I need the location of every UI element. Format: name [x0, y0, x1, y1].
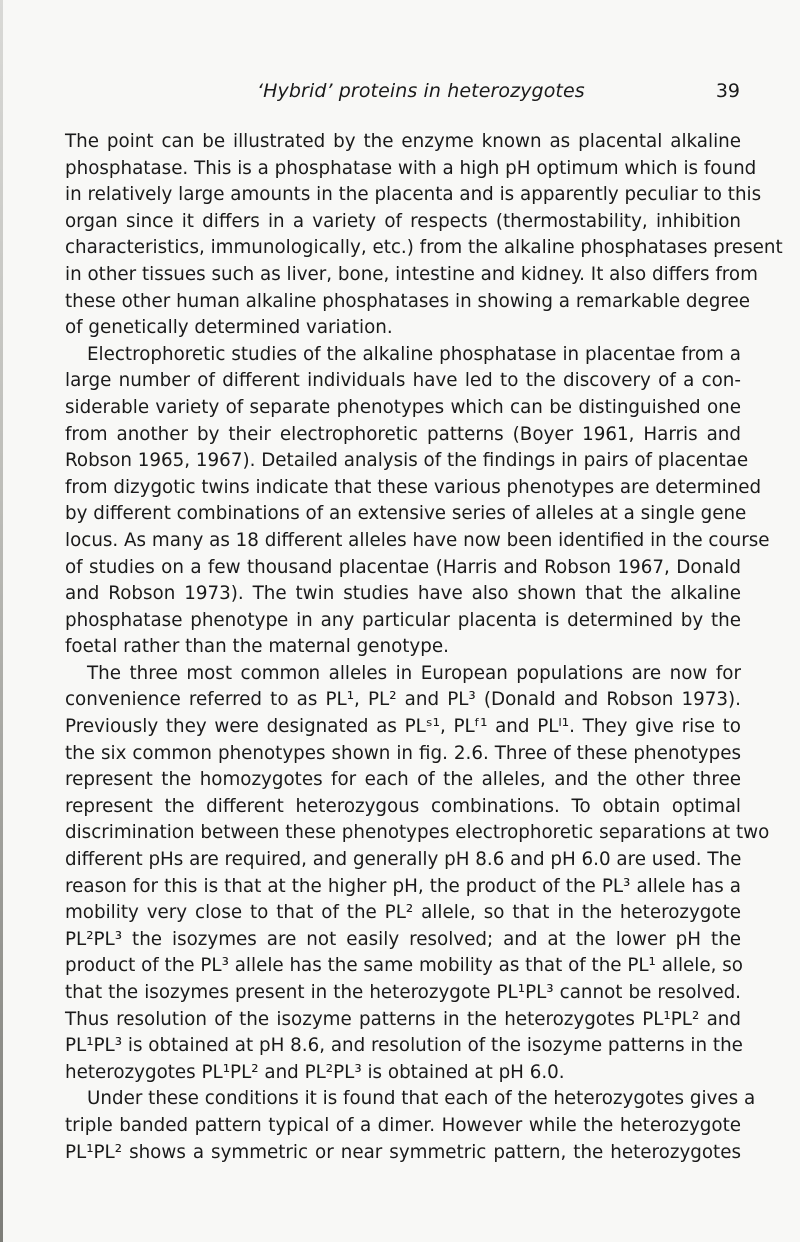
text-line: PL¹PL³ is obtained at pH 8.6, and resolution of the isozyme patterns in the	[65, 1035, 743, 1057]
text-line: The three most common alleles in European populations are now for	[87, 662, 741, 684]
text-line: heterozygotes PL¹PL² and PL²PL³ is obtained at pH 6.0.	[65, 1061, 565, 1083]
text-line: triple banded pattern typical of a dimer. However while the heterozygote	[65, 1114, 741, 1136]
text-line: Under these conditions it is found that each of the heterozygotes gives a	[87, 1088, 756, 1110]
paragraph-3	[65, 661, 770, 1087]
text-line: phosphatase phenotype in any particular placenta is determined by the	[65, 609, 741, 631]
text-line: that the isozymes present in the heterozygote PL¹PL³ cannot be resolved.	[65, 982, 741, 1003]
text-line: by different combinations of an extensive series of alleles at a single gene	[65, 503, 747, 525]
text-line: Electrophoretic studies of the alkaline phosphatase in placentae from a	[87, 343, 741, 365]
text-line: mobility very close to that of the PL² allele, so that in the heterozygote	[65, 902, 741, 924]
paragraph-1	[65, 129, 783, 342]
text-line: of studies on a few thousand placentae (Harris and Robson 1967, Donald	[65, 556, 741, 578]
text-line: siderable variety of separate phenotypes which can be distinguished one	[65, 396, 741, 418]
page-edge-shadow	[0, 0, 3, 1242]
text-line: from another by their electrophoretic patterns (Boyer 1961, Harris and	[65, 423, 741, 445]
running-title: ‘Hybrid’ proteins in heterozygotes	[257, 80, 585, 102]
text-line: characteristics, immunologically, etc.) from the alkaline phosphatases present	[65, 237, 783, 259]
text-line: in other tissues such as liver, bone, intestine and kidney. It also differs from	[65, 263, 758, 285]
text-line: from dizygotic twins indicate that these various phenotypes are determined	[65, 476, 762, 498]
text-line: different pHs are required, and generally pH 8.6 and pH 6.0 are used. The	[65, 849, 742, 871]
text-line: of genetically determined variation.	[65, 317, 393, 339]
text-line: The point can be illustrated by the enzyme known as placental alkaline	[65, 131, 741, 152]
text-line: and Robson 1973). The twin studies have also shown that the alkaline	[65, 583, 741, 605]
page-header	[0, 80, 800, 110]
text-line: reason for this is that at the higher pH, the product of the PL³ allele has a	[65, 875, 741, 897]
text-line: locus. As many as 18 different alleles have now been identified in the course	[65, 529, 770, 551]
text-line: in relatively large amounts in the placenta and is apparently peculiar to this	[65, 184, 762, 206]
text-line: organ since it differs in a variety of respects (thermostability, inhibition	[65, 210, 741, 232]
text-line: foetal rather than the maternal genotype.	[65, 636, 449, 658]
text-line: Robson 1965, 1967). Detailed analysis of the findings in pairs of placentae	[65, 450, 749, 472]
text-line: Thus resolution of the isozyme patterns in the heterozygotes PL¹PL² and	[65, 1008, 741, 1030]
text-line: PL²PL³ the isozymes are not easily resolved; and at the lower pH the	[65, 928, 741, 950]
text-line: discrimination between these phenotypes electrophoretic separations at two	[65, 822, 770, 844]
text-line: product of the PL³ allele has the same mobility as that of the PL¹ allele, so	[65, 955, 743, 977]
paragraph-4	[65, 1086, 756, 1166]
text-line: Previously they were designated as PLˢ¹, PLᶠ¹ and PLᴵ¹. They give rise to	[65, 716, 741, 738]
text-line: the six common phenotypes shown in fig. 2.6. Three of these phenotypes	[65, 742, 741, 764]
text-line: these other human alkaline phosphatases in showing a remarkable degree	[65, 290, 750, 312]
text-line: represent the different heterozygous combinations. To obtain optimal	[65, 795, 741, 817]
text-line: represent the homozygotes for each of the alleles, and the other three	[65, 769, 741, 791]
body-text	[65, 129, 783, 1166]
text-line: convenience referred to as PL¹, PL² and PL³ (Donald and Robson 1973).	[65, 689, 741, 711]
page-number: 39	[715, 80, 740, 102]
paragraph-2	[65, 342, 770, 661]
text-line: large number of different individuals have led to the discovery of a con-	[65, 370, 741, 392]
text-line: phosphatase. This is a phosphatase with a high pH optimum which is found	[65, 157, 757, 179]
text-line: PL¹PL² shows a symmetric or near symmetric pattern, the heterozygotes	[65, 1141, 741, 1163]
